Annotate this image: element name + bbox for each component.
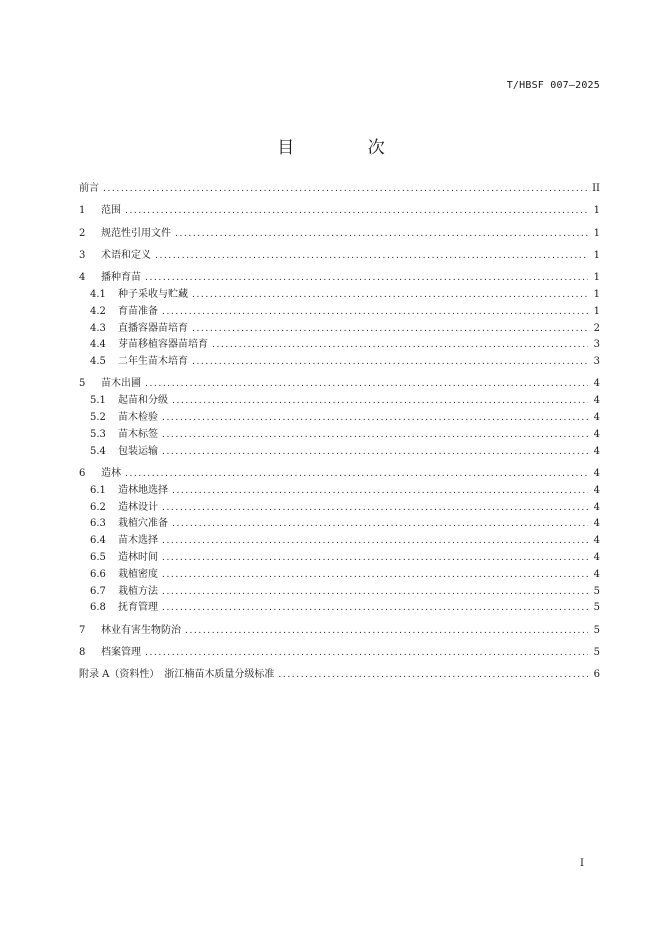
- table-of-contents: [79, 181, 600, 684]
- dot-leader: [162, 444, 588, 461]
- toc-entry[interactable]: [79, 584, 600, 601]
- toc-entry[interactable]: [79, 533, 600, 550]
- dot-leader: [162, 567, 588, 584]
- toc-entry-label: 苗木出圃: [101, 378, 141, 390]
- toc-entry-page: 1: [593, 288, 600, 300]
- toc-entry-label: 栽植穴准备: [118, 518, 168, 530]
- toc-entry-page: 2: [593, 322, 600, 334]
- toc-entry-label: 造林地选择: [118, 484, 168, 496]
- toc-entry-label: 档案管理: [101, 646, 141, 658]
- toc-entry[interactable]: [79, 270, 600, 287]
- toc-entry-label: 附录 A（资料性） 浙江楠苗木质量分级标准: [79, 669, 275, 681]
- toc-entry-page: 4: [593, 395, 600, 407]
- toc-entry-number: 6: [79, 467, 86, 479]
- toc-entry-page: II: [592, 183, 600, 194]
- toc-entry-label: 育苗准备: [118, 305, 158, 317]
- toc-entry-page: 1: [593, 249, 600, 261]
- dot-leader: [192, 321, 588, 338]
- toc-entry-label: 播种育苗: [101, 272, 141, 284]
- toc-entry-number: 6.5: [90, 551, 106, 563]
- toc-entry-page: 4: [593, 535, 600, 547]
- toc-entry[interactable]: [79, 181, 600, 198]
- dot-leader: [185, 623, 588, 640]
- toc-entry[interactable]: [79, 226, 600, 243]
- toc-entry-number: 5.3: [90, 428, 106, 440]
- toc-entry[interactable]: [79, 321, 600, 338]
- toc-entry-label: 栽植密度: [118, 568, 158, 580]
- dot-leader: [125, 466, 588, 483]
- toc-entry[interactable]: [79, 304, 600, 321]
- dot-leader: [162, 410, 588, 427]
- dot-leader: [155, 248, 588, 265]
- toc-entry-label: 芽苗移植容器苗培育: [118, 339, 208, 351]
- toc-entry-page: 4: [593, 568, 600, 580]
- toc-entry-page: 4: [593, 378, 600, 390]
- toc-entry[interactable]: [79, 354, 600, 371]
- toc-entry-number: 4.5: [90, 356, 106, 368]
- toc-entry-number: 5.4: [90, 445, 106, 457]
- dot-leader: [172, 516, 588, 533]
- toc-entry-label: 造林设计: [118, 501, 158, 513]
- toc-entry[interactable]: [79, 376, 600, 393]
- toc-entry[interactable]: [79, 248, 600, 265]
- toc-entry-label: 栽植方法: [118, 585, 158, 597]
- toc-entry-page: 1: [593, 227, 600, 239]
- dot-leader: [103, 181, 588, 198]
- toc-entry-label: 术语和定义: [101, 249, 151, 261]
- toc-entry-page: 4: [593, 484, 600, 496]
- toc-entry-label: 种子采收与贮藏: [118, 288, 188, 300]
- toc-entry-page: 4: [593, 467, 600, 479]
- toc-entry[interactable]: [79, 287, 600, 304]
- toc-entry[interactable]: [79, 410, 600, 427]
- page-number: I: [580, 858, 584, 869]
- dot-leader: [162, 500, 588, 517]
- toc-entry-number: 6.7: [90, 585, 106, 597]
- toc-entry-page: 4: [593, 445, 600, 457]
- toc-entry[interactable]: [79, 483, 600, 500]
- dot-leader: [162, 600, 588, 617]
- dot-leader: [145, 376, 588, 393]
- dot-leader: [192, 287, 588, 304]
- toc-entry-label: 范围: [101, 205, 121, 217]
- toc-entry-page: 1: [593, 305, 600, 317]
- dot-leader: [145, 645, 588, 662]
- toc-entry-number: 6.6: [90, 568, 106, 580]
- toc-entry-number: 5: [79, 378, 86, 390]
- page-title: 目 次: [277, 138, 419, 158]
- toc-entry[interactable]: [79, 516, 600, 533]
- toc-entry-number: 4.3: [90, 322, 106, 334]
- toc-entry[interactable]: [79, 623, 600, 640]
- toc-entry[interactable]: [79, 550, 600, 567]
- dot-leader: [162, 533, 588, 550]
- toc-entry-label: 苗木检验: [118, 412, 158, 424]
- toc-entry-number: 6.8: [90, 602, 106, 614]
- dot-leader: [212, 337, 588, 354]
- toc-entry-label: 前言: [79, 183, 99, 194]
- toc-entry-number: 5.2: [90, 412, 106, 424]
- toc-entry[interactable]: [79, 203, 600, 220]
- toc-entry-page: 5: [593, 624, 600, 636]
- toc-entry-number: 6.3: [90, 518, 106, 530]
- toc-entry[interactable]: [79, 645, 600, 662]
- toc-entry[interactable]: [79, 337, 600, 354]
- toc-entry-label: 直播容器苗培育: [118, 322, 188, 334]
- toc-entry-number: 2: [79, 227, 86, 239]
- toc-entry[interactable]: [79, 500, 600, 517]
- toc-entry-page: 4: [593, 551, 600, 563]
- toc-entry-page: 5: [593, 585, 600, 597]
- dot-leader: [162, 304, 588, 321]
- toc-entry[interactable]: [79, 667, 600, 684]
- toc-entry-label: 规范性引用文件: [101, 227, 171, 239]
- dot-leader: [278, 667, 588, 684]
- toc-entry-label: 苗木标签: [118, 428, 158, 440]
- dot-leader: [175, 226, 588, 243]
- toc-entry-label: 造林: [101, 467, 121, 479]
- toc-entry-page: 1: [593, 205, 600, 217]
- dot-leader: [172, 483, 588, 500]
- toc-entry-label: 二年生苗木培育: [118, 356, 188, 368]
- toc-entry-number: 4: [79, 272, 86, 284]
- toc-entry-page: 5: [593, 646, 600, 658]
- toc-entry-page: 3: [593, 339, 600, 351]
- toc-entry-label: 抚育管理: [118, 602, 158, 614]
- toc-entry-number: 4.1: [90, 288, 106, 300]
- toc-entry-number: 6.2: [90, 501, 106, 513]
- toc-entry[interactable]: [79, 393, 600, 410]
- toc-entry-label: 造林时间: [118, 551, 158, 563]
- toc-entry-label: 起苗和分级: [118, 395, 168, 407]
- toc-entry-number: 3: [79, 249, 86, 261]
- toc-entry-label: 苗木选择: [118, 535, 158, 547]
- toc-entry-page: 4: [593, 501, 600, 513]
- toc-entry-number: 1: [79, 205, 86, 217]
- toc-entry[interactable]: [79, 466, 600, 483]
- dot-leader: [145, 270, 588, 287]
- dot-leader: [162, 550, 588, 567]
- toc-entry[interactable]: [79, 600, 600, 617]
- toc-entry[interactable]: [79, 444, 600, 461]
- toc-entry-number: 6.1: [90, 484, 106, 496]
- toc-entry-page: 4: [593, 412, 600, 424]
- toc-entry-page: 1: [593, 272, 600, 284]
- toc-entry-page: 5: [593, 602, 600, 614]
- toc-entry[interactable]: [79, 427, 600, 444]
- toc-entry-page: 3: [593, 356, 600, 368]
- toc-entry-number: 6.4: [90, 535, 106, 547]
- dot-leader: [192, 354, 588, 371]
- dot-leader: [162, 427, 588, 444]
- toc-entry-number: 8: [79, 646, 86, 658]
- toc-entry-label: 包装运输: [118, 445, 158, 457]
- toc-entry-number: 7: [79, 624, 86, 636]
- toc-entry-page: 4: [593, 428, 600, 440]
- toc-entry-label: 林业有害生物防治: [101, 624, 181, 636]
- toc-entry-number: 5.1: [90, 395, 106, 407]
- toc-entry-number: 4.4: [90, 339, 106, 351]
- toc-entry[interactable]: [79, 567, 600, 584]
- document-code: T/HBSF 007—2025: [506, 80, 600, 91]
- dot-leader: [162, 584, 588, 601]
- toc-entry-number: 4.2: [90, 305, 106, 317]
- toc-entry-page: 6: [593, 669, 600, 681]
- dot-leader: [125, 203, 588, 220]
- dot-leader: [172, 393, 588, 410]
- toc-entry-page: 4: [593, 518, 600, 530]
